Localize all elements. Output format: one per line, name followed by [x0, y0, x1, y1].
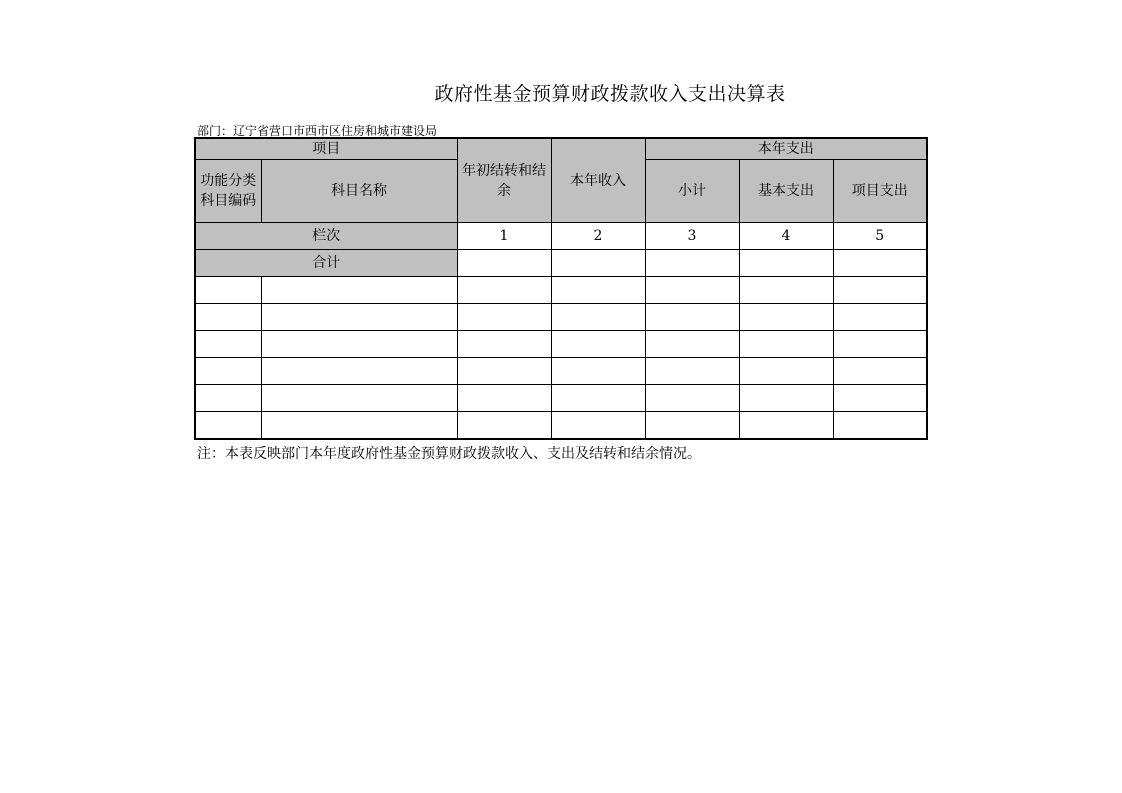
table-cell — [739, 331, 833, 358]
table-cell — [457, 304, 551, 331]
total-cell — [551, 250, 645, 277]
table-cell — [195, 331, 261, 358]
table-cell — [645, 412, 739, 440]
table-cell — [261, 385, 457, 412]
table-cell — [195, 385, 261, 412]
header-beginning-balance: 年初结转和结余 — [457, 138, 551, 223]
table-cell — [833, 277, 927, 304]
header-current-income: 本年收入 — [551, 138, 645, 223]
table-row — [195, 358, 927, 385]
total-label: 合计 — [195, 250, 457, 277]
header-project-expense: 项目支出 — [833, 160, 927, 223]
column-number-1: 1 — [457, 223, 551, 250]
department-label: 部门：辽宁省营口市西市区住房和城市建设局 — [197, 124, 438, 138]
column-number-5: 5 — [833, 223, 927, 250]
table-cell — [739, 277, 833, 304]
table-cell — [551, 277, 645, 304]
column-number-2: 2 — [551, 223, 645, 250]
table-cell — [195, 304, 261, 331]
table-cell — [261, 277, 457, 304]
table-cell — [833, 412, 927, 440]
table-cell — [551, 412, 645, 440]
table-row — [195, 412, 927, 440]
table-cell — [645, 304, 739, 331]
column-number-3: 3 — [645, 223, 739, 250]
table-cell — [551, 358, 645, 385]
table-cell — [551, 304, 645, 331]
table-row — [195, 277, 927, 304]
table-cell — [833, 358, 927, 385]
total-cell — [645, 250, 739, 277]
table-cell — [261, 304, 457, 331]
table-row — [195, 304, 927, 331]
column-number-row — [195, 223, 927, 250]
table-cell — [457, 385, 551, 412]
table-cell — [739, 412, 833, 440]
total-row — [195, 250, 927, 277]
table-cell — [551, 331, 645, 358]
total-cell — [457, 250, 551, 277]
total-cell — [739, 250, 833, 277]
table-cell — [261, 358, 457, 385]
table-cell — [457, 412, 551, 440]
table-cell — [457, 358, 551, 385]
page-title: 政府性基金预算财政拨款收入支出决算表 — [434, 83, 786, 105]
footnote: 注：本表反映部门本年度政府性基金预算财政拨款收入、支出及结转和结余情况。 — [197, 446, 701, 462]
table-cell — [195, 277, 261, 304]
table-cell — [645, 358, 739, 385]
table-cell — [739, 304, 833, 331]
table-cell — [833, 385, 927, 412]
table-cell — [457, 331, 551, 358]
table-cell — [833, 331, 927, 358]
table-cell — [645, 385, 739, 412]
table-cell — [195, 358, 261, 385]
header-current-expense: 本年支出 — [645, 138, 927, 160]
header-project: 项目 — [195, 138, 457, 160]
header-func-code: 功能分类科目编码 — [195, 160, 261, 223]
table-cell — [833, 304, 927, 331]
table-cell — [645, 277, 739, 304]
table-cell — [261, 412, 457, 440]
header-basic-expense: 基本支出 — [739, 160, 833, 223]
table-cell — [551, 385, 645, 412]
table-cell — [645, 331, 739, 358]
table-cell — [261, 331, 457, 358]
header-subtotal: 小计 — [645, 160, 739, 223]
table-cell — [457, 277, 551, 304]
header-row-1 — [195, 138, 927, 160]
table-cell — [739, 358, 833, 385]
header-subject-name: 科目名称 — [261, 160, 457, 223]
column-number-4: 4 — [739, 223, 833, 250]
column-number-label: 栏次 — [195, 223, 457, 250]
table-cell — [739, 385, 833, 412]
table-row — [195, 331, 927, 358]
total-cell — [833, 250, 927, 277]
budget-table — [194, 137, 928, 440]
table-cell — [195, 412, 261, 440]
table-row — [195, 385, 927, 412]
